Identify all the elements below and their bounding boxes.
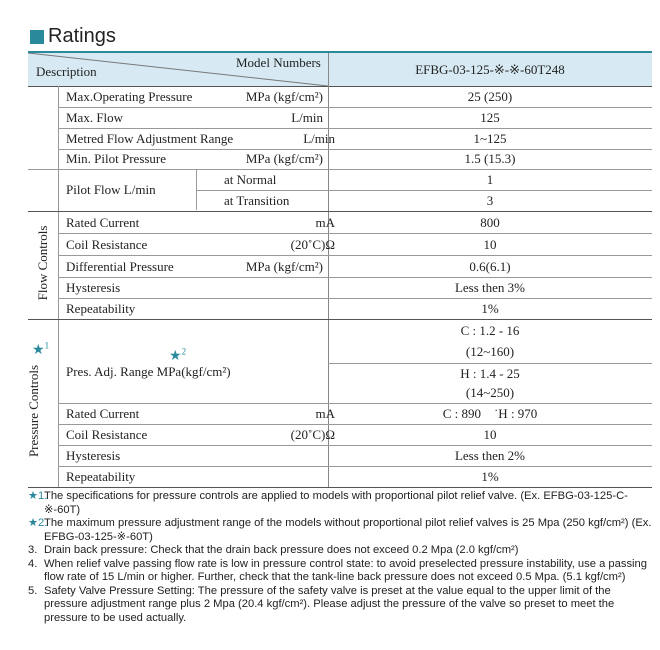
pilot-flow-label: Pilot Flow L/min — [66, 182, 156, 197]
metred-flow-label: Metred Flow Adjustment Range — [66, 131, 234, 146]
pres-adj-c-kgf: (12~160) — [465, 344, 515, 359]
row-line — [58, 128, 652, 129]
footnote-number: 5. — [28, 584, 38, 597]
section-line — [28, 319, 652, 320]
at-transition-value: 3 — [486, 193, 494, 208]
pres-adj-c-range: C : 1.2 - 16 — [460, 323, 520, 338]
fc-rated-current-unit: mA — [315, 215, 335, 230]
fc-coil-resistance-label: Coil Resistance — [66, 237, 148, 252]
footnote-text: When relief valve passing flow rate is low in pressure control state: to avoid preselected pressure instability, use a passing flow rate of 15 L/min or higher. Further, check that the tank-line back pressure does not exceed 0.5 Mpa. (5.1 kgf/cm²) — [44, 557, 647, 583]
fc-hysteresis-label: Hysteresis — [66, 280, 121, 295]
max-flow-value: 125 — [480, 110, 500, 125]
pres-adj-star-icon: ★$^2$ — [169, 346, 187, 364]
section-line — [28, 211, 652, 212]
footnote — [28, 544, 656, 558]
row-line — [58, 233, 652, 234]
metred-flow-unit: L/min — [303, 131, 335, 146]
pres-adj-range-label: Pres. Adj. Range MPa(kgf/cm²) — [66, 364, 231, 379]
pressure-controls-section-label: Pressure Controls — [26, 364, 41, 458]
footnotes — [28, 490, 656, 625]
pc-rated-current-label: Rated Current — [66, 406, 140, 421]
max-operating-pressure-label: Max.Operating Pressure — [66, 89, 193, 104]
max-flow-unit: L/min — [291, 110, 323, 125]
fc-repeatability-value: 1% — [481, 301, 499, 316]
header-model-numbers: Model Numbers — [236, 55, 321, 70]
page-title: Ratings — [48, 25, 116, 47]
footnote — [28, 490, 656, 517]
pc-hysteresis-value: Less then 2% — [454, 448, 526, 463]
row-line — [328, 363, 652, 364]
ratings-table — [28, 53, 652, 488]
fc-differential-pressure-unit: MPa (kgf/cm²) — [245, 259, 323, 274]
at-transition-label: at Transition — [224, 193, 290, 208]
metred-flow-value: 1~125 — [473, 131, 507, 146]
footnote-number: 4. — [28, 557, 38, 570]
pc-rated-current-value: C : 890 ˙H : 970 — [442, 406, 538, 421]
at-normal-label: at Normal — [224, 172, 277, 187]
title-marker — [30, 30, 44, 44]
min-pilot-pressure-value: 1.5 (15.3) — [464, 151, 516, 166]
header-model: EFBG-03-125-※-※-60T248 — [415, 62, 565, 77]
pres-adj-h-kgf: (14~250) — [465, 385, 515, 400]
row-line — [58, 403, 652, 404]
row-line — [58, 466, 652, 467]
row-line — [58, 277, 652, 278]
row-line — [58, 107, 652, 108]
footnote-text: The maximum pressure adjustment range of the models without proportional pilot relief valves is 25 Mpa (250 kgf/cm²) (Ex. EFBG-03-125-※-60T) — [44, 517, 652, 543]
pc-hysteresis-label: Hysteresis — [66, 448, 121, 463]
table-header — [28, 53, 652, 87]
header-description: Description — [36, 64, 97, 79]
footnote-text: Drain back pressure: Check that the drain back pressure does not exceed 0.2 Mpa (2.0 kgf/cm²) — [44, 544, 519, 556]
fc-differential-pressure-value: 0.6(6.1) — [469, 259, 511, 274]
pc-coil-resistance-unit: (20˚C)Ω — [290, 427, 335, 442]
flow-controls-section-label: Flow Controls — [35, 225, 50, 301]
row-line — [58, 298, 652, 299]
fc-differential-pressure-label: Differential Pressure — [66, 259, 174, 274]
max-operating-pressure-unit: MPa (kgf/cm²) — [245, 89, 323, 104]
col-line-1 — [58, 86, 59, 487]
pressure-controls-star-icon: ★$^1$ — [32, 340, 50, 358]
max-operating-pressure-value: 25 (250) — [467, 89, 513, 104]
pc-coil-resistance-label: Coil Resistance — [66, 427, 148, 442]
at-normal-value: 1 — [486, 172, 494, 187]
footnote — [28, 517, 656, 544]
footnote-text: Safety Valve Pressure Setting: The pressure of the safety valve is preset at the value equal to the upper limit of the pressure adjustment range plus 2 Mpa (20.4 kgf/cm²). Please adjust the pressure of the valve so preset to meet the pressure to be used actually. — [44, 584, 615, 624]
star-note-number: 2 — [181, 346, 187, 357]
fc-hysteresis-value: Less then 3% — [454, 280, 526, 295]
row-line — [28, 169, 652, 170]
pc-coil-resistance-value: 10 — [483, 427, 497, 442]
pres-adj-h-range: H : 1.4 - 25 — [460, 366, 520, 381]
footnote-text: The specifications for pressure controls are applied to models with proportional pilot relief valve. (Ex. EFBG-03-125-C-※-60T) — [44, 490, 628, 516]
row-line — [58, 255, 652, 256]
footnote-number: ★1. — [28, 490, 48, 502]
min-pilot-pressure-label: Min. Pilot Pressure — [66, 151, 167, 166]
footnote — [28, 558, 656, 585]
pc-rated-current-unit: mA — [315, 406, 335, 421]
fc-coil-resistance-unit: (20˚C)Ω — [290, 237, 335, 252]
row-line — [196, 190, 652, 191]
pc-repeatability-value: 1% — [481, 469, 499, 484]
fc-repeatability-label: Repeatability — [66, 301, 136, 316]
footnote-number: ★2. — [28, 517, 48, 529]
footnote-number: 3. — [28, 544, 38, 556]
max-flow-label: Max. Flow — [66, 110, 124, 125]
fc-rated-current-value: 800 — [480, 215, 500, 230]
row-line — [58, 424, 652, 425]
min-pilot-pressure-unit: MPa (kgf/cm²) — [245, 151, 323, 166]
pc-repeatability-label: Repeatability — [66, 469, 136, 484]
footnote — [28, 585, 656, 626]
star-note-number: 1 — [44, 340, 50, 351]
fc-rated-current-label: Rated Current — [66, 215, 140, 230]
fc-coil-resistance-value: 10 — [483, 237, 497, 252]
row-line — [58, 445, 652, 446]
